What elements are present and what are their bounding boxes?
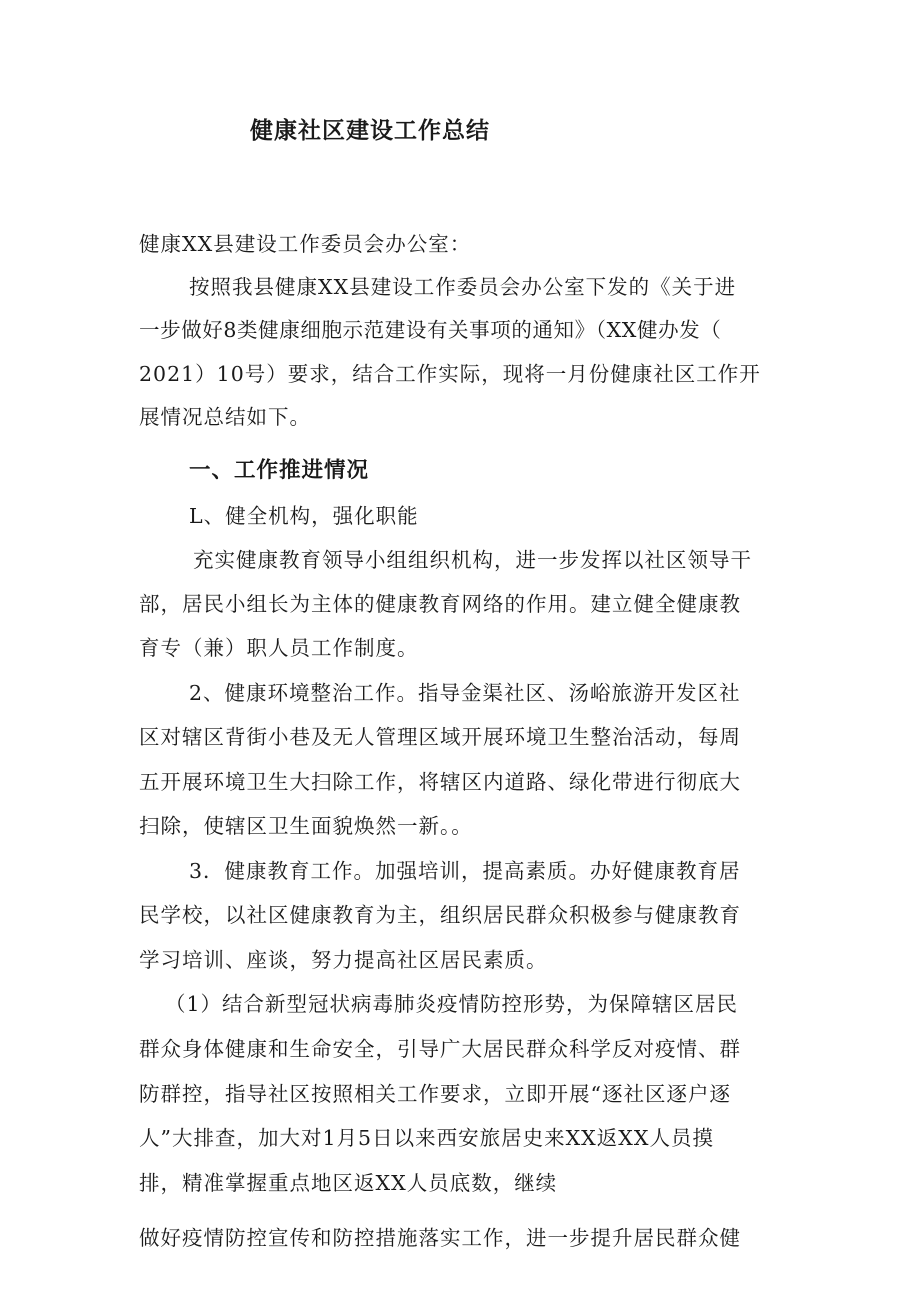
subsection-heading: L、健全机构，强化职能 [189, 504, 419, 528]
paragraph-line: 育专（兼）职人员工作制度。 [139, 636, 419, 660]
paragraph-line: 人”大排查，加大对1月5日以来西安旅居史来XX返XX人员摸 [139, 1126, 714, 1150]
paragraph-line: 防群控，指导社区按照相关工作要求，立即开展“逐社区逐户逐 [139, 1082, 731, 1106]
paragraph-line: 群众身体健康和生命安全，引导广大居民群众科学反对疫情、群 [139, 1037, 741, 1061]
paragraph-line: 2、健康环境整治工作。指导金渠社区、汤峪旅游开发区社 [189, 681, 741, 705]
document-title: 健康社区建设工作总结 [250, 118, 490, 144]
paragraph-line: 区对辖区背街小巷及无人管理区域开展环境卫生整治活动，每周 [139, 725, 741, 749]
paragraph-line: 部，居民小组长为主体的健康教育网络的作用。建立健全健康教 [139, 592, 741, 616]
paragraph-line: 民学校，以社区健康教育为主，组织居民群众积极参与健康教育 [139, 903, 741, 927]
paragraph-line: 学习培训、座谈，努力提高社区居民素质。 [139, 948, 548, 972]
paragraph-line: 排，精准掌握重点地区返XX人员底数，继续 [139, 1171, 558, 1195]
salutation: 健康XX县建设工作委员会办公室： [139, 232, 472, 256]
paragraph-line: 做好疫情防控宣传和防控措施落实工作，进一步提升居民群众健 [139, 1226, 741, 1250]
paragraph-line: （1）结合新型冠状病毒肺炎疫情防控形势，为保障辖区居民 [165, 992, 739, 1016]
paragraph-line: 充实健康教育领导小组组织机构，进一步发挥以社区领导干 [193, 548, 752, 572]
paragraph-line: 扫除，使辖区卫生面貌焕然一新。。 [139, 814, 473, 838]
paragraph-line: 一步做好8类健康细胞示范建设有关事项的通知》（XX健办发（ [139, 318, 722, 342]
paragraph-line: 按照我县健康XX县建设工作委员会办公室下发的《关于进 [189, 275, 737, 299]
paragraph-line: 2021）10号）要求，结合工作实际，现将一月份健康社区工作开 [139, 362, 761, 386]
paragraph-line: 3．健康教育工作。加强培训，提高素质。办好健康教育居 [189, 859, 741, 883]
paragraph-line: 展情况总结如下。 [139, 405, 311, 429]
paragraph-line: 五开展环境卫生大扫除工作，将辖区内道路、绿化带进行彻底大 [139, 770, 741, 794]
section-heading: 一、工作推进情况 [189, 458, 370, 483]
